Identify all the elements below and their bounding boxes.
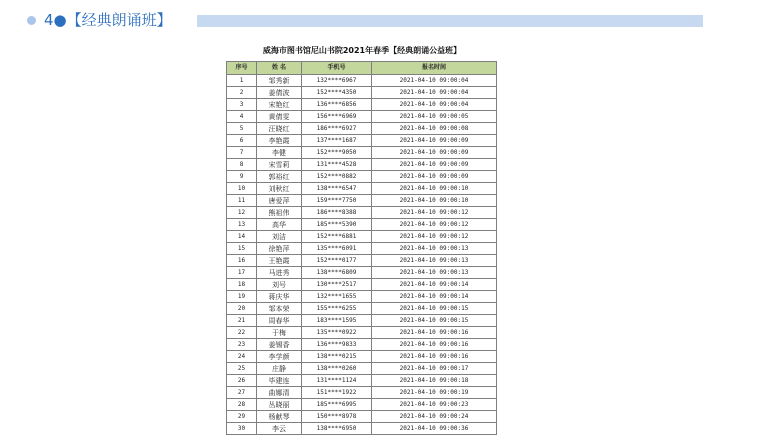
cell-name: 邹本荣 (257, 303, 302, 315)
table-row (227, 387, 497, 399)
cell-phone: 159****7750 (302, 195, 372, 207)
cell-index: 3 (227, 99, 257, 111)
cell-phone: 135****0922 (302, 327, 372, 339)
table-row (227, 267, 497, 279)
cell-index: 26 (227, 375, 257, 387)
table-row (227, 315, 497, 327)
table-row (227, 399, 497, 411)
cell-time: 2021-04-10 09:00:15 (372, 315, 497, 327)
cell-index: 2 (227, 87, 257, 99)
cell-phone: 136****6856 (302, 99, 372, 111)
table-row (227, 375, 497, 387)
bullet-dot-icon (27, 16, 36, 25)
cell-phone: 185****6995 (302, 399, 372, 411)
table-row (227, 255, 497, 267)
table-row (227, 327, 497, 339)
cell-name: 于梅 (257, 327, 302, 339)
cell-phone: 186****6927 (302, 123, 372, 135)
cell-name: 高华 (257, 219, 302, 231)
cell-name: 蒋庆华 (257, 291, 302, 303)
section-title: 4●【经典朗诵班】 (44, 11, 172, 29)
cell-phone: 138****0260 (302, 363, 372, 375)
table-row (227, 147, 497, 159)
cell-name: 熊祖伟 (257, 207, 302, 219)
table-row (227, 351, 497, 363)
header-index: 序号 (227, 62, 257, 75)
cell-index: 4 (227, 111, 257, 123)
cell-name: 姜倩波 (257, 87, 302, 99)
cell-time: 2021-04-10 09:00:04 (372, 99, 497, 111)
cell-name: 杨献琴 (257, 411, 302, 423)
cell-time: 2021-04-10 09:00:23 (372, 399, 497, 411)
cell-name: 马进秀 (257, 267, 302, 279)
cell-time: 2021-04-10 09:00:09 (372, 171, 497, 183)
table-row (227, 411, 497, 423)
cell-phone: 130****2517 (302, 279, 372, 291)
cell-phone: 136****9833 (302, 339, 372, 351)
cell-phone: 131****1124 (302, 375, 372, 387)
table-row (227, 303, 497, 315)
table-row (227, 243, 497, 255)
cell-phone: 155****6255 (302, 303, 372, 315)
header-name: 姓 名 (257, 62, 302, 75)
table-row (227, 363, 497, 375)
cell-phone: 138****0215 (302, 351, 372, 363)
cell-index: 20 (227, 303, 257, 315)
cell-phone: 152****9050 (302, 147, 372, 159)
table-row (227, 87, 497, 99)
cell-index: 1 (227, 75, 257, 87)
cell-phone: 186****8388 (302, 207, 372, 219)
cell-time: 2021-04-10 09:00:24 (372, 411, 497, 423)
cell-phone: 137****1687 (302, 135, 372, 147)
cell-index: 21 (227, 315, 257, 327)
cell-index: 10 (227, 183, 257, 195)
cell-phone: 138****6950 (302, 423, 372, 435)
table-header-row (227, 62, 497, 75)
cell-index: 5 (227, 123, 257, 135)
cell-name: 刘洁 (257, 231, 302, 243)
cell-index: 6 (227, 135, 257, 147)
cell-name: 丛晓丽 (257, 399, 302, 411)
cell-name: 姜锡香 (257, 339, 302, 351)
cell-phone: 135****6091 (302, 243, 372, 255)
cell-time: 2021-04-10 09:00:13 (372, 243, 497, 255)
cell-time: 2021-04-10 09:00:36 (372, 423, 497, 435)
cell-time: 2021-04-10 09:00:10 (372, 183, 497, 195)
table-title: 威海市图书馆尼山书院2021年春季【经典朗诵公益班】 (262, 46, 462, 55)
cell-phone: 150****8978 (302, 411, 372, 423)
header-decoration-bar (197, 15, 703, 27)
cell-name: 徐艳萍 (257, 243, 302, 255)
cell-phone: 138****6547 (302, 183, 372, 195)
cell-time: 2021-04-10 09:00:09 (372, 159, 497, 171)
cell-phone: 183****1595 (302, 315, 372, 327)
cell-index: 29 (227, 411, 257, 423)
cell-index: 14 (227, 231, 257, 243)
table-row (227, 219, 497, 231)
cell-time: 2021-04-10 09:00:19 (372, 387, 497, 399)
table-row (227, 75, 497, 87)
table-row (227, 111, 497, 123)
cell-phone: 152****0177 (302, 255, 372, 267)
cell-name: 汪晓红 (257, 123, 302, 135)
cell-time: 2021-04-10 09:00:04 (372, 75, 497, 87)
cell-phone: 185****5390 (302, 219, 372, 231)
cell-phone: 138****6809 (302, 267, 372, 279)
cell-index: 17 (227, 267, 257, 279)
table-body (227, 75, 497, 435)
table-row (227, 339, 497, 351)
cell-index: 8 (227, 159, 257, 171)
cell-phone: 132****1655 (302, 291, 372, 303)
cell-index: 9 (227, 171, 257, 183)
header-time: 报名时间 (372, 62, 497, 75)
cell-index: 27 (227, 387, 257, 399)
table-row (227, 207, 497, 219)
cell-name: 李云 (257, 423, 302, 435)
cell-name: 邹秀新 (257, 75, 302, 87)
table-row (227, 279, 497, 291)
cell-name: 刘秋红 (257, 183, 302, 195)
cell-phone: 132****6967 (302, 75, 372, 87)
header-phone: 手机号 (302, 62, 372, 75)
cell-time: 2021-04-10 09:00:12 (372, 207, 497, 219)
cell-name: 庄静 (257, 363, 302, 375)
cell-time: 2021-04-10 09:00:14 (372, 279, 497, 291)
cell-time: 2021-04-10 09:00:16 (372, 327, 497, 339)
cell-time: 2021-04-10 09:00:10 (372, 195, 497, 207)
table-row (227, 123, 497, 135)
table-row (227, 171, 497, 183)
cell-name: 郭裕红 (257, 171, 302, 183)
cell-name: 李学颜 (257, 351, 302, 363)
cell-name: 刘号 (257, 279, 302, 291)
table-row (227, 291, 497, 303)
cell-time: 2021-04-10 09:00:09 (372, 147, 497, 159)
cell-index: 15 (227, 243, 257, 255)
cell-phone: 151****1922 (302, 387, 372, 399)
cell-time: 2021-04-10 09:00:09 (372, 135, 497, 147)
cell-time: 2021-04-10 09:00:16 (372, 351, 497, 363)
table-row (227, 183, 497, 195)
cell-phone: 152****0882 (302, 171, 372, 183)
cell-name: 李艳霞 (257, 135, 302, 147)
section-header (0, 8, 757, 34)
cell-index: 24 (227, 351, 257, 363)
cell-index: 30 (227, 423, 257, 435)
cell-name: 黄倩雯 (257, 111, 302, 123)
cell-name: 宋艳红 (257, 99, 302, 111)
cell-time: 2021-04-10 09:00:13 (372, 267, 497, 279)
cell-index: 16 (227, 255, 257, 267)
cell-time: 2021-04-10 09:00:08 (372, 123, 497, 135)
cell-time: 2021-04-10 09:00:18 (372, 375, 497, 387)
cell-phone: 131****4528 (302, 159, 372, 171)
cell-time: 2021-04-10 09:00:13 (372, 255, 497, 267)
cell-index: 12 (227, 207, 257, 219)
cell-index: 7 (227, 147, 257, 159)
table-row (227, 159, 497, 171)
registration-table (226, 61, 497, 435)
cell-name: 毕建连 (257, 375, 302, 387)
cell-name: 曲娜清 (257, 387, 302, 399)
cell-time: 2021-04-10 09:00:12 (372, 231, 497, 243)
cell-time: 2021-04-10 09:00:14 (372, 291, 497, 303)
cell-index: 13 (227, 219, 257, 231)
cell-time: 2021-04-10 09:00:05 (372, 111, 497, 123)
cell-time: 2021-04-10 09:00:15 (372, 303, 497, 315)
cell-name: 王艳霞 (257, 255, 302, 267)
cell-time: 2021-04-10 09:00:16 (372, 339, 497, 351)
cell-phone: 156****6969 (302, 111, 372, 123)
cell-index: 23 (227, 339, 257, 351)
cell-index: 28 (227, 399, 257, 411)
table-row (227, 195, 497, 207)
cell-index: 19 (227, 291, 257, 303)
cell-name: 宋雪莉 (257, 159, 302, 171)
table-row (227, 99, 497, 111)
cell-time: 2021-04-10 09:00:12 (372, 219, 497, 231)
table-row (227, 423, 497, 435)
cell-phone: 152****6881 (302, 231, 372, 243)
cell-index: 25 (227, 363, 257, 375)
cell-index: 11 (227, 195, 257, 207)
cell-index: 18 (227, 279, 257, 291)
cell-time: 2021-04-10 09:00:04 (372, 87, 497, 99)
table-row (227, 231, 497, 243)
cell-name: 唐爱萍 (257, 195, 302, 207)
cell-name: 周春华 (257, 315, 302, 327)
cell-name: 李健 (257, 147, 302, 159)
cell-phone: 152****4350 (302, 87, 372, 99)
cell-index: 22 (227, 327, 257, 339)
table-row (227, 135, 497, 147)
cell-time: 2021-04-10 09:00:17 (372, 363, 497, 375)
